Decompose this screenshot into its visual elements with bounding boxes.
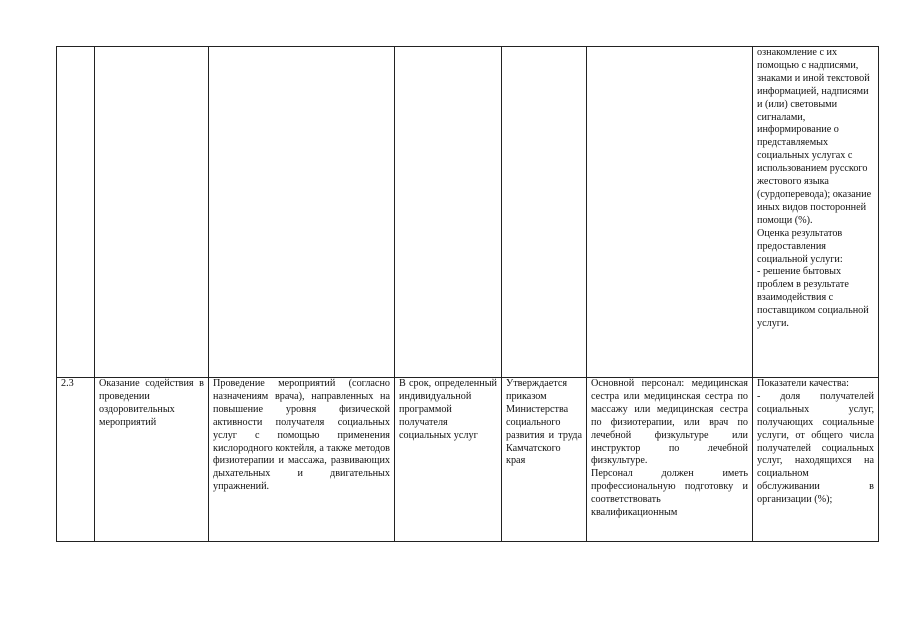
table-row-2-3 [57, 378, 879, 542]
cell-approved-by: Утверждается приказом Министерства социального развития и труда Камчатского края [502, 378, 587, 542]
cell-service-name-empty [95, 47, 209, 378]
cell-quality [753, 378, 879, 542]
cell-number-empty [57, 47, 95, 378]
table-row-continuation [57, 47, 879, 378]
cell-description: Проведение мероприятий (согласно назначениям врача), направленных на повышение уровня физической активности получателя социальных услуг с помощью применения кислородного коктейля, а также методов физиотерапии и массажа, развивающих дыхательных и двигательных упражнений. [209, 378, 395, 542]
staff-requirements-text: Персонал должен иметь профессиональную подготовку и соответствовать квалификационным [591, 468, 748, 519]
cell-staff-empty [587, 47, 753, 378]
services-standard-table [56, 46, 879, 542]
quality-heading: Показатели качества: [757, 378, 849, 389]
cell-number: 2.3 [57, 378, 95, 542]
staff-main-text: Основной персонал: медицинская сестра или медицинская сестра по массажу или медицинская сестра по физиотерапии, или врач по лечебной физкультуре или инструктор по лечебной физкультуре. [591, 378, 748, 467]
quality-continuation-text: ознакомление с их помощью с надписями, знаками и иной текстовой информацией, надписями и (или) световыми сигналами, информирование о представляемых социальных услугах с использованием русского жестового языка (сурдоперевода); оказание иных видов посторонней помощи (%). [757, 47, 872, 226]
cell-approved-empty [502, 47, 587, 378]
quality-text: - доля получателей социальных услуг, получающих социальные услуги, от общего числа получателей социальных услуг, находящихся на социальном обслуживании в организации (%); [757, 390, 874, 506]
evaluation-heading: Оценка результатов предоставления социальной услуги: [757, 227, 843, 265]
cell-description-empty [209, 47, 395, 378]
cell-term-empty [395, 47, 502, 378]
cell-staff [587, 378, 753, 542]
cell-quality-continuation [753, 47, 879, 378]
cell-service-name: Оказание содействия в проведении оздоровительных мероприятий [95, 378, 209, 542]
cell-term: В срок, определенный индивидуальной программой получателя социальных услуг [395, 378, 502, 542]
evaluation-text: - решение бытовых проблем в результате взаимодействия с поставщиком социальной услуги. [757, 266, 869, 330]
